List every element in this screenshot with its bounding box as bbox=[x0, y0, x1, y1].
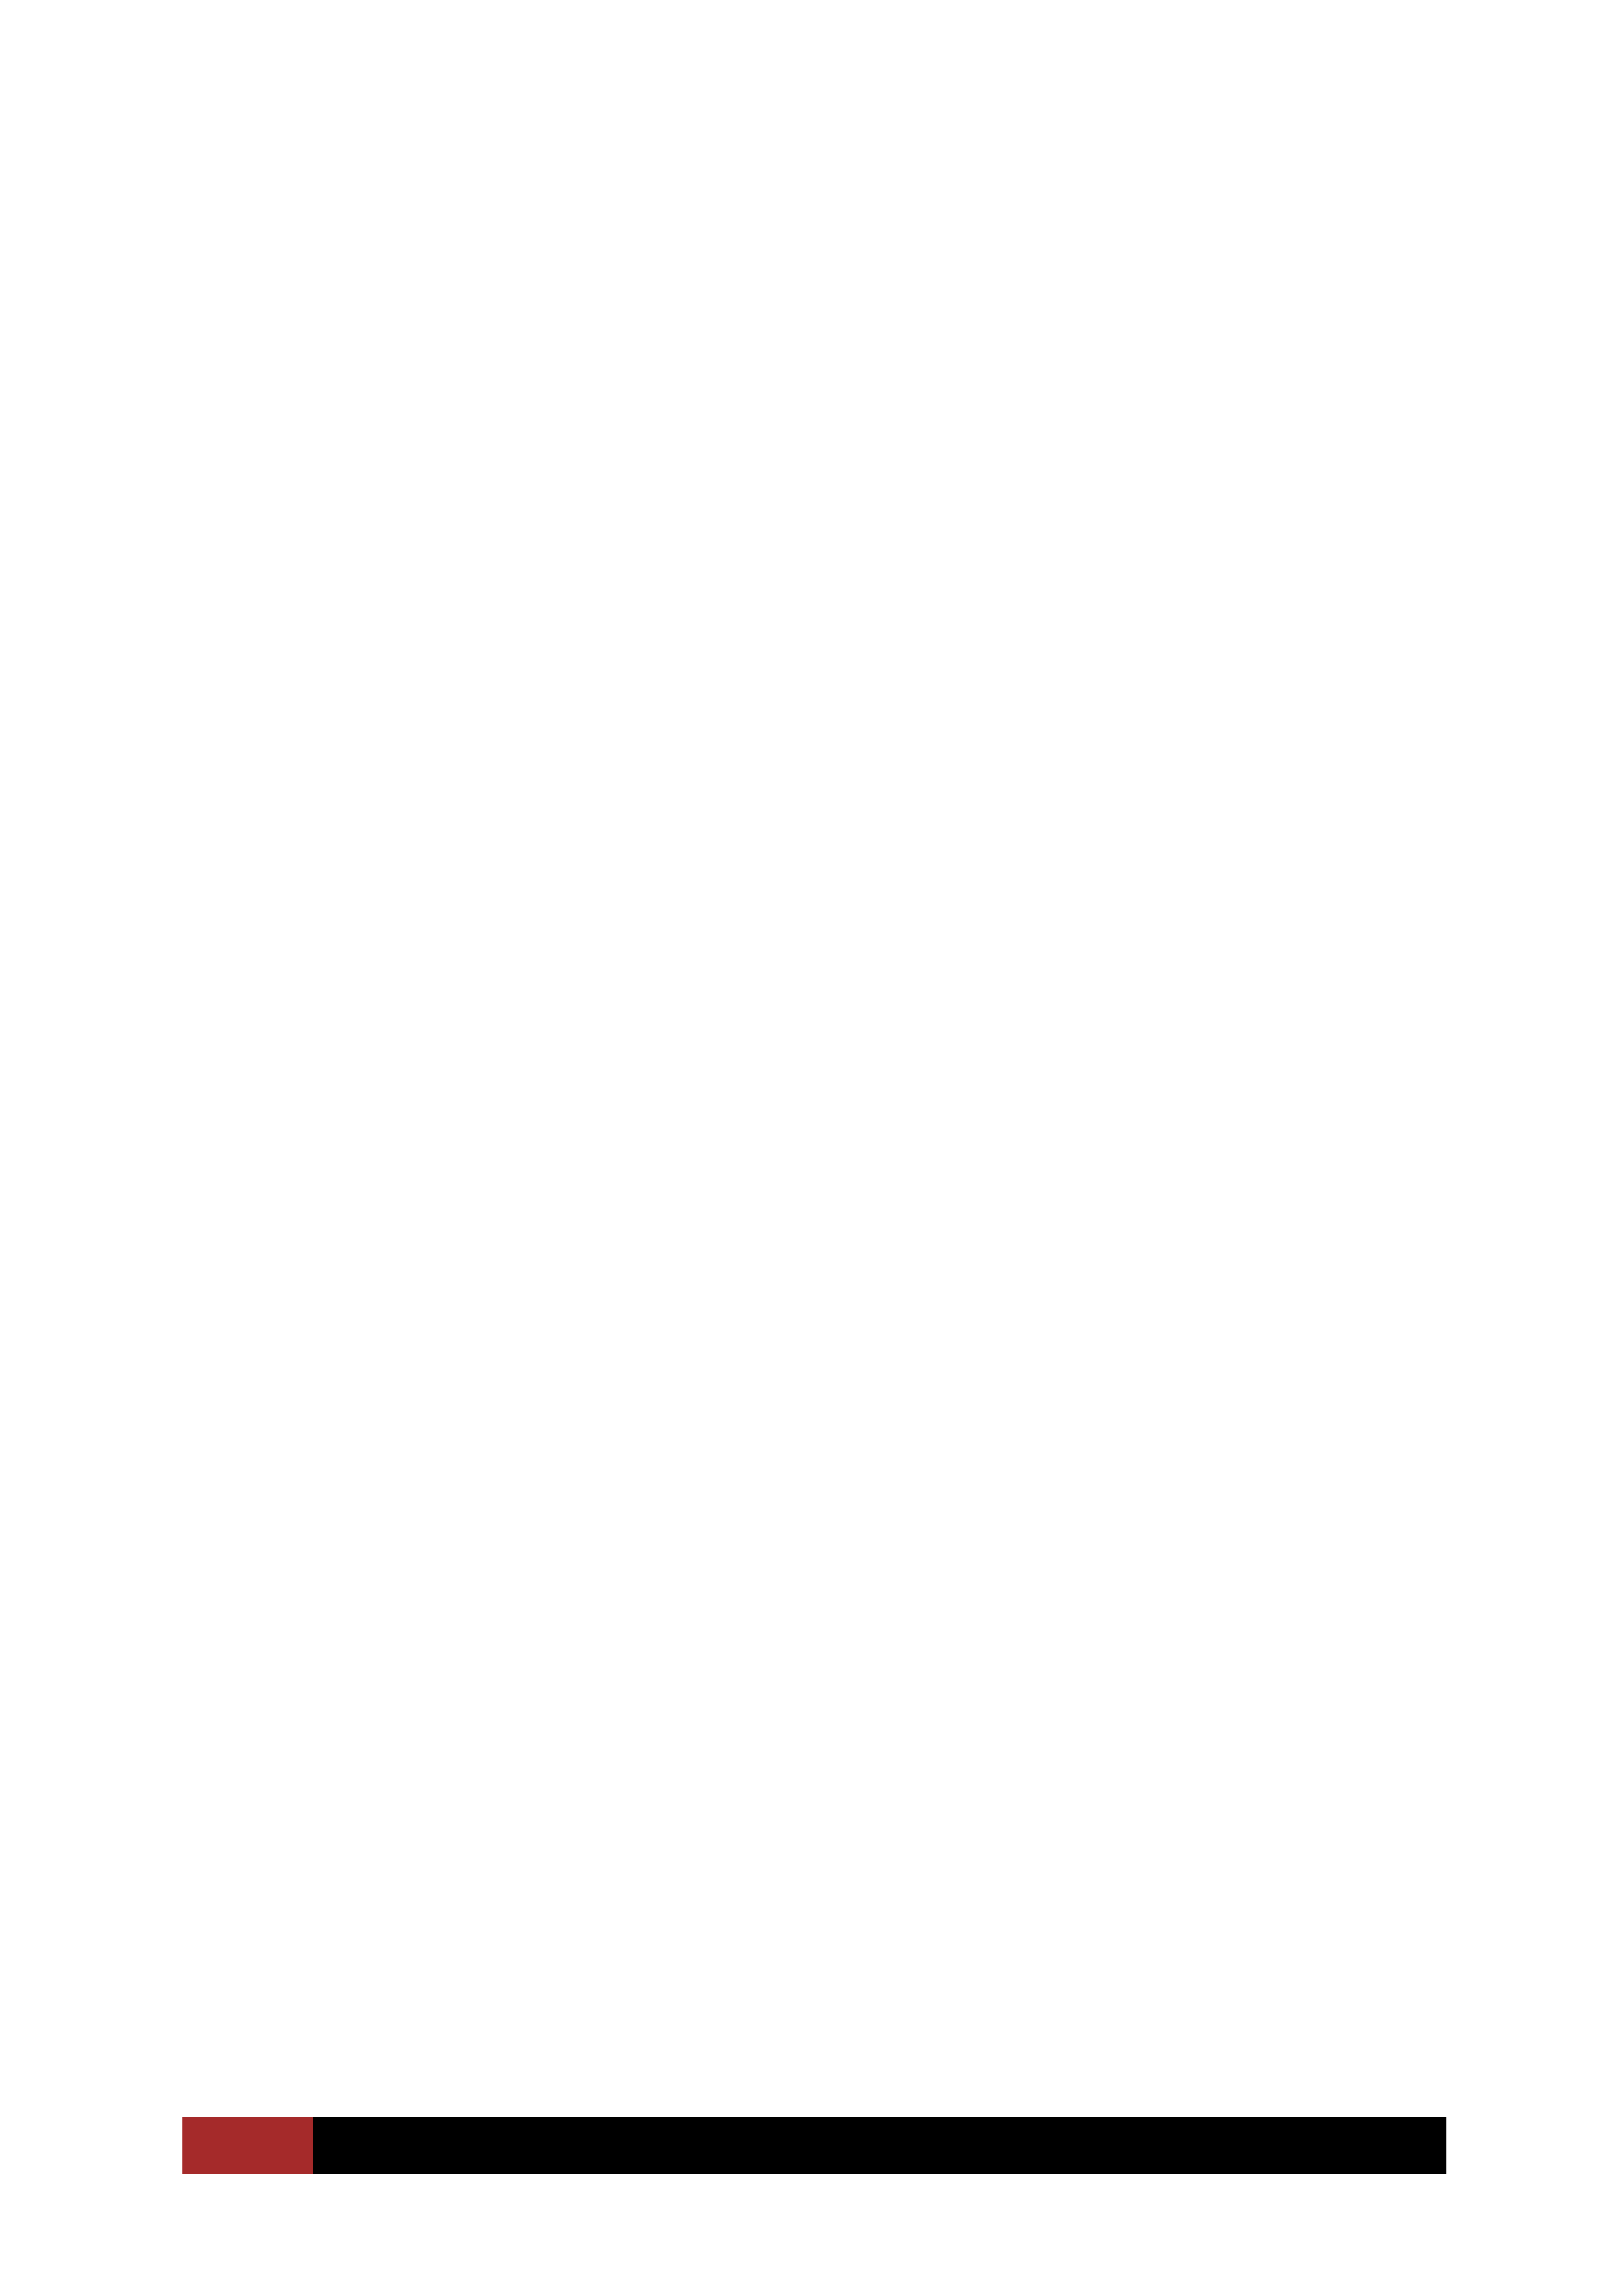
text-line-6 bbox=[206, 705, 1450, 807]
text-line-2 bbox=[206, 299, 1450, 401]
top-border bbox=[0, 48, 1623, 135]
text-line-14 bbox=[206, 1516, 1450, 1618]
text-line-9 bbox=[206, 1009, 1450, 1111]
text-line-8 bbox=[206, 908, 1450, 1009]
page-number bbox=[182, 2117, 313, 2174]
text-line-10 bbox=[206, 1111, 1450, 1212]
text-line-11 bbox=[206, 1212, 1450, 1314]
right-border bbox=[1490, 127, 1561, 2187]
bottom-border bbox=[0, 2187, 1623, 2274]
text-line-3 bbox=[206, 401, 1450, 502]
text-line-1 bbox=[206, 198, 1450, 299]
text-line-13 bbox=[206, 1415, 1450, 1516]
body-text bbox=[206, 198, 1450, 1618]
text-line-4 bbox=[206, 502, 1450, 604]
text-line-12 bbox=[206, 1314, 1450, 1415]
left-border bbox=[71, 127, 143, 2187]
page-footer bbox=[182, 2117, 1446, 2174]
text-line-7 bbox=[206, 807, 1450, 908]
text-line-5 bbox=[206, 604, 1450, 705]
